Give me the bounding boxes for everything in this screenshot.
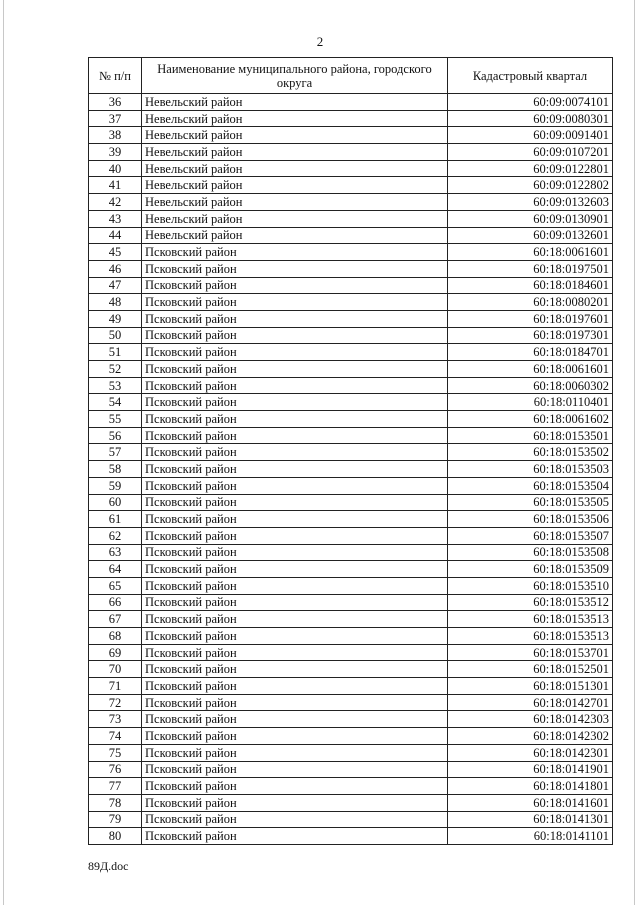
table-row	[89, 444, 613, 461]
row-cadastral-quarter: 60:18:0184601	[448, 277, 613, 294]
table-row	[89, 561, 613, 578]
row-number: 80	[89, 828, 142, 845]
row-number: 63	[89, 544, 142, 561]
row-cadastral-quarter: 60:18:0061601	[448, 361, 613, 378]
row-cadastral-quarter: 60:18:0153510	[448, 577, 613, 594]
row-district-name: Псковский район	[142, 294, 448, 311]
row-number: 67	[89, 611, 142, 628]
row-cadastral-quarter: 60:18:0061601	[448, 244, 613, 261]
row-number: 71	[89, 678, 142, 695]
row-number: 40	[89, 160, 142, 177]
row-cadastral-quarter: 60:18:0142302	[448, 728, 613, 745]
row-number: 74	[89, 728, 142, 745]
row-cadastral-quarter: 60:09:0074101	[448, 94, 613, 111]
table-row	[89, 694, 613, 711]
row-number: 70	[89, 661, 142, 678]
table-row	[89, 761, 613, 778]
row-district-name: Псковский район	[142, 728, 448, 745]
row-number: 36	[89, 94, 142, 111]
row-district-name: Псковский район	[142, 361, 448, 378]
row-district-name: Псковский район	[142, 260, 448, 277]
row-number: 48	[89, 294, 142, 311]
row-cadastral-quarter: 60:18:0151301	[448, 678, 613, 695]
row-number: 44	[89, 227, 142, 244]
table-row	[89, 427, 613, 444]
row-district-name: Псковский район	[142, 461, 448, 478]
row-cadastral-quarter: 60:18:0141101	[448, 828, 613, 845]
row-district-name: Псковский район	[142, 527, 448, 544]
table-row	[89, 194, 613, 211]
row-cadastral-quarter: 60:18:0110401	[448, 394, 613, 411]
table-row	[89, 544, 613, 561]
row-district-name: Псковский район	[142, 711, 448, 728]
table-row	[89, 661, 613, 678]
row-district-name: Псковский район	[142, 828, 448, 845]
row-cadastral-quarter: 60:18:0153513	[448, 611, 613, 628]
row-district-name: Псковский район	[142, 511, 448, 528]
row-cadastral-quarter: 60:18:0197501	[448, 260, 613, 277]
table-row	[89, 110, 613, 127]
row-cadastral-quarter: 60:18:0142701	[448, 694, 613, 711]
row-number: 39	[89, 144, 142, 161]
row-district-name: Невельский район	[142, 144, 448, 161]
row-cadastral-quarter: 60:18:0153701	[448, 644, 613, 661]
table-row	[89, 461, 613, 478]
table-row	[89, 277, 613, 294]
row-district-name: Псковский район	[142, 377, 448, 394]
row-district-name: Псковский район	[142, 778, 448, 795]
row-number: 46	[89, 260, 142, 277]
table-row	[89, 594, 613, 611]
row-cadastral-quarter: 60:18:0197601	[448, 310, 613, 327]
row-district-name: Невельский район	[142, 210, 448, 227]
row-district-name: Псковский район	[142, 244, 448, 261]
page-edge-right	[634, 0, 635, 905]
row-cadastral-quarter: 60:09:0122802	[448, 177, 613, 194]
row-cadastral-quarter: 60:09:0091401	[448, 127, 613, 144]
row-district-name: Псковский район	[142, 694, 448, 711]
table-row	[89, 678, 613, 695]
table-row	[89, 778, 613, 795]
row-cadastral-quarter: 60:18:0060302	[448, 377, 613, 394]
row-cadastral-quarter: 60:09:0107201	[448, 144, 613, 161]
table-row	[89, 611, 613, 628]
table-row	[89, 811, 613, 828]
row-number: 55	[89, 411, 142, 428]
row-district-name: Псковский район	[142, 811, 448, 828]
row-number: 47	[89, 277, 142, 294]
row-cadastral-quarter: 60:09:0132603	[448, 194, 613, 211]
row-number: 78	[89, 794, 142, 811]
table-row	[89, 327, 613, 344]
row-district-name: Псковский район	[142, 744, 448, 761]
table-row	[89, 227, 613, 244]
row-cadastral-quarter: 60:18:0153513	[448, 628, 613, 645]
row-cadastral-quarter: 60:18:0153512	[448, 594, 613, 611]
table-row	[89, 711, 613, 728]
row-district-name: Псковский район	[142, 427, 448, 444]
row-number: 58	[89, 461, 142, 478]
row-cadastral-quarter: 60:18:0153501	[448, 427, 613, 444]
row-cadastral-quarter: 60:09:0080301	[448, 110, 613, 127]
row-number: 61	[89, 511, 142, 528]
row-district-name: Невельский район	[142, 127, 448, 144]
row-cadastral-quarter: 60:18:0141301	[448, 811, 613, 828]
row-cadastral-quarter: 60:18:0153506	[448, 511, 613, 528]
row-cadastral-quarter: 60:18:0184701	[448, 344, 613, 361]
row-cadastral-quarter: 60:18:0153507	[448, 527, 613, 544]
table-row	[89, 244, 613, 261]
row-number: 45	[89, 244, 142, 261]
table-row	[89, 527, 613, 544]
row-district-name: Псковский район	[142, 661, 448, 678]
row-number: 75	[89, 744, 142, 761]
row-number: 41	[89, 177, 142, 194]
row-district-name: Псковский район	[142, 327, 448, 344]
header-number: № п/п	[89, 58, 142, 94]
row-number: 60	[89, 494, 142, 511]
row-cadastral-quarter: 60:18:0153508	[448, 544, 613, 561]
row-cadastral-quarter: 60:09:0130901	[448, 210, 613, 227]
table-row	[89, 377, 613, 394]
row-district-name: Невельский район	[142, 160, 448, 177]
row-district-name: Псковский район	[142, 561, 448, 578]
row-district-name: Псковский район	[142, 644, 448, 661]
row-cadastral-quarter: 60:18:0141901	[448, 761, 613, 778]
table-row	[89, 794, 613, 811]
row-district-name: Псковский район	[142, 577, 448, 594]
row-district-name: Псковский район	[142, 394, 448, 411]
row-number: 49	[89, 310, 142, 327]
footer-filename: 89Д.doc	[88, 859, 129, 873]
row-district-name: Невельский район	[142, 194, 448, 211]
row-cadastral-quarter: 60:18:0141801	[448, 778, 613, 795]
row-district-name: Псковский район	[142, 628, 448, 645]
row-district-name: Псковский район	[142, 344, 448, 361]
row-number: 65	[89, 577, 142, 594]
row-district-name: Псковский район	[142, 594, 448, 611]
table-row	[89, 394, 613, 411]
table-row	[89, 644, 613, 661]
header-cadastral-quarter: Кадастровый квартал	[448, 58, 613, 94]
row-district-name: Псковский район	[142, 444, 448, 461]
row-cadastral-quarter: 60:18:0197301	[448, 327, 613, 344]
row-number: 73	[89, 711, 142, 728]
row-number: 76	[89, 761, 142, 778]
row-district-name: Псковский район	[142, 761, 448, 778]
row-district-name: Невельский район	[142, 110, 448, 127]
table-row	[89, 744, 613, 761]
row-number: 64	[89, 561, 142, 578]
table-row	[89, 310, 613, 327]
row-number: 51	[89, 344, 142, 361]
row-cadastral-quarter: 60:18:0153504	[448, 477, 613, 494]
page-edge-left	[3, 0, 4, 905]
table-row	[89, 210, 613, 227]
row-number: 57	[89, 444, 142, 461]
row-number: 38	[89, 127, 142, 144]
cadastral-table	[88, 57, 613, 845]
row-district-name: Невельский район	[142, 227, 448, 244]
row-district-name: Псковский район	[142, 494, 448, 511]
table-row	[89, 511, 613, 528]
row-number: 62	[89, 527, 142, 544]
row-number: 72	[89, 694, 142, 711]
table-row	[89, 260, 613, 277]
row-cadastral-quarter: 60:18:0153503	[448, 461, 613, 478]
table-row	[89, 828, 613, 845]
table-row	[89, 127, 613, 144]
row-number: 77	[89, 778, 142, 795]
row-number: 53	[89, 377, 142, 394]
row-number: 37	[89, 110, 142, 127]
row-number: 69	[89, 644, 142, 661]
row-cadastral-quarter: 60:18:0152501	[448, 661, 613, 678]
table-row	[89, 94, 613, 111]
row-district-name: Псковский район	[142, 277, 448, 294]
table-header-row	[89, 58, 613, 94]
row-district-name: Невельский район	[142, 94, 448, 111]
page-number: 2	[316, 34, 324, 49]
row-number: 66	[89, 594, 142, 611]
table-row	[89, 294, 613, 311]
row-number: 42	[89, 194, 142, 211]
row-number: 59	[89, 477, 142, 494]
row-district-name: Псковский район	[142, 611, 448, 628]
row-district-name: Псковский район	[142, 411, 448, 428]
row-cadastral-quarter: 60:18:0142303	[448, 711, 613, 728]
row-number: 68	[89, 628, 142, 645]
row-cadastral-quarter: 60:18:0080201	[448, 294, 613, 311]
row-number: 50	[89, 327, 142, 344]
row-cadastral-quarter: 60:18:0061602	[448, 411, 613, 428]
table-row	[89, 411, 613, 428]
row-number: 52	[89, 361, 142, 378]
table-row	[89, 344, 613, 361]
row-number: 56	[89, 427, 142, 444]
table-row	[89, 160, 613, 177]
row-cadastral-quarter: 60:18:0142301	[448, 744, 613, 761]
row-number: 43	[89, 210, 142, 227]
table-row	[89, 477, 613, 494]
header-district-name: Наименование муниципального района, городского округа	[142, 58, 448, 94]
row-cadastral-quarter: 60:18:0141601	[448, 794, 613, 811]
row-number: 54	[89, 394, 142, 411]
row-district-name: Псковский район	[142, 544, 448, 561]
table-row	[89, 494, 613, 511]
row-district-name: Псковский район	[142, 477, 448, 494]
table-row	[89, 577, 613, 594]
row-cadastral-quarter: 60:09:0122801	[448, 160, 613, 177]
row-cadastral-quarter: 60:18:0153502	[448, 444, 613, 461]
row-cadastral-quarter: 60:09:0132601	[448, 227, 613, 244]
row-cadastral-quarter: 60:18:0153509	[448, 561, 613, 578]
row-cadastral-quarter: 60:18:0153505	[448, 494, 613, 511]
row-district-name: Псковский район	[142, 678, 448, 695]
row-district-name: Псковский район	[142, 310, 448, 327]
row-number: 79	[89, 811, 142, 828]
table-row	[89, 628, 613, 645]
row-district-name: Псковский район	[142, 794, 448, 811]
table-row	[89, 361, 613, 378]
table-row	[89, 728, 613, 745]
table-row	[89, 177, 613, 194]
table-row	[89, 144, 613, 161]
row-district-name: Невельский район	[142, 177, 448, 194]
